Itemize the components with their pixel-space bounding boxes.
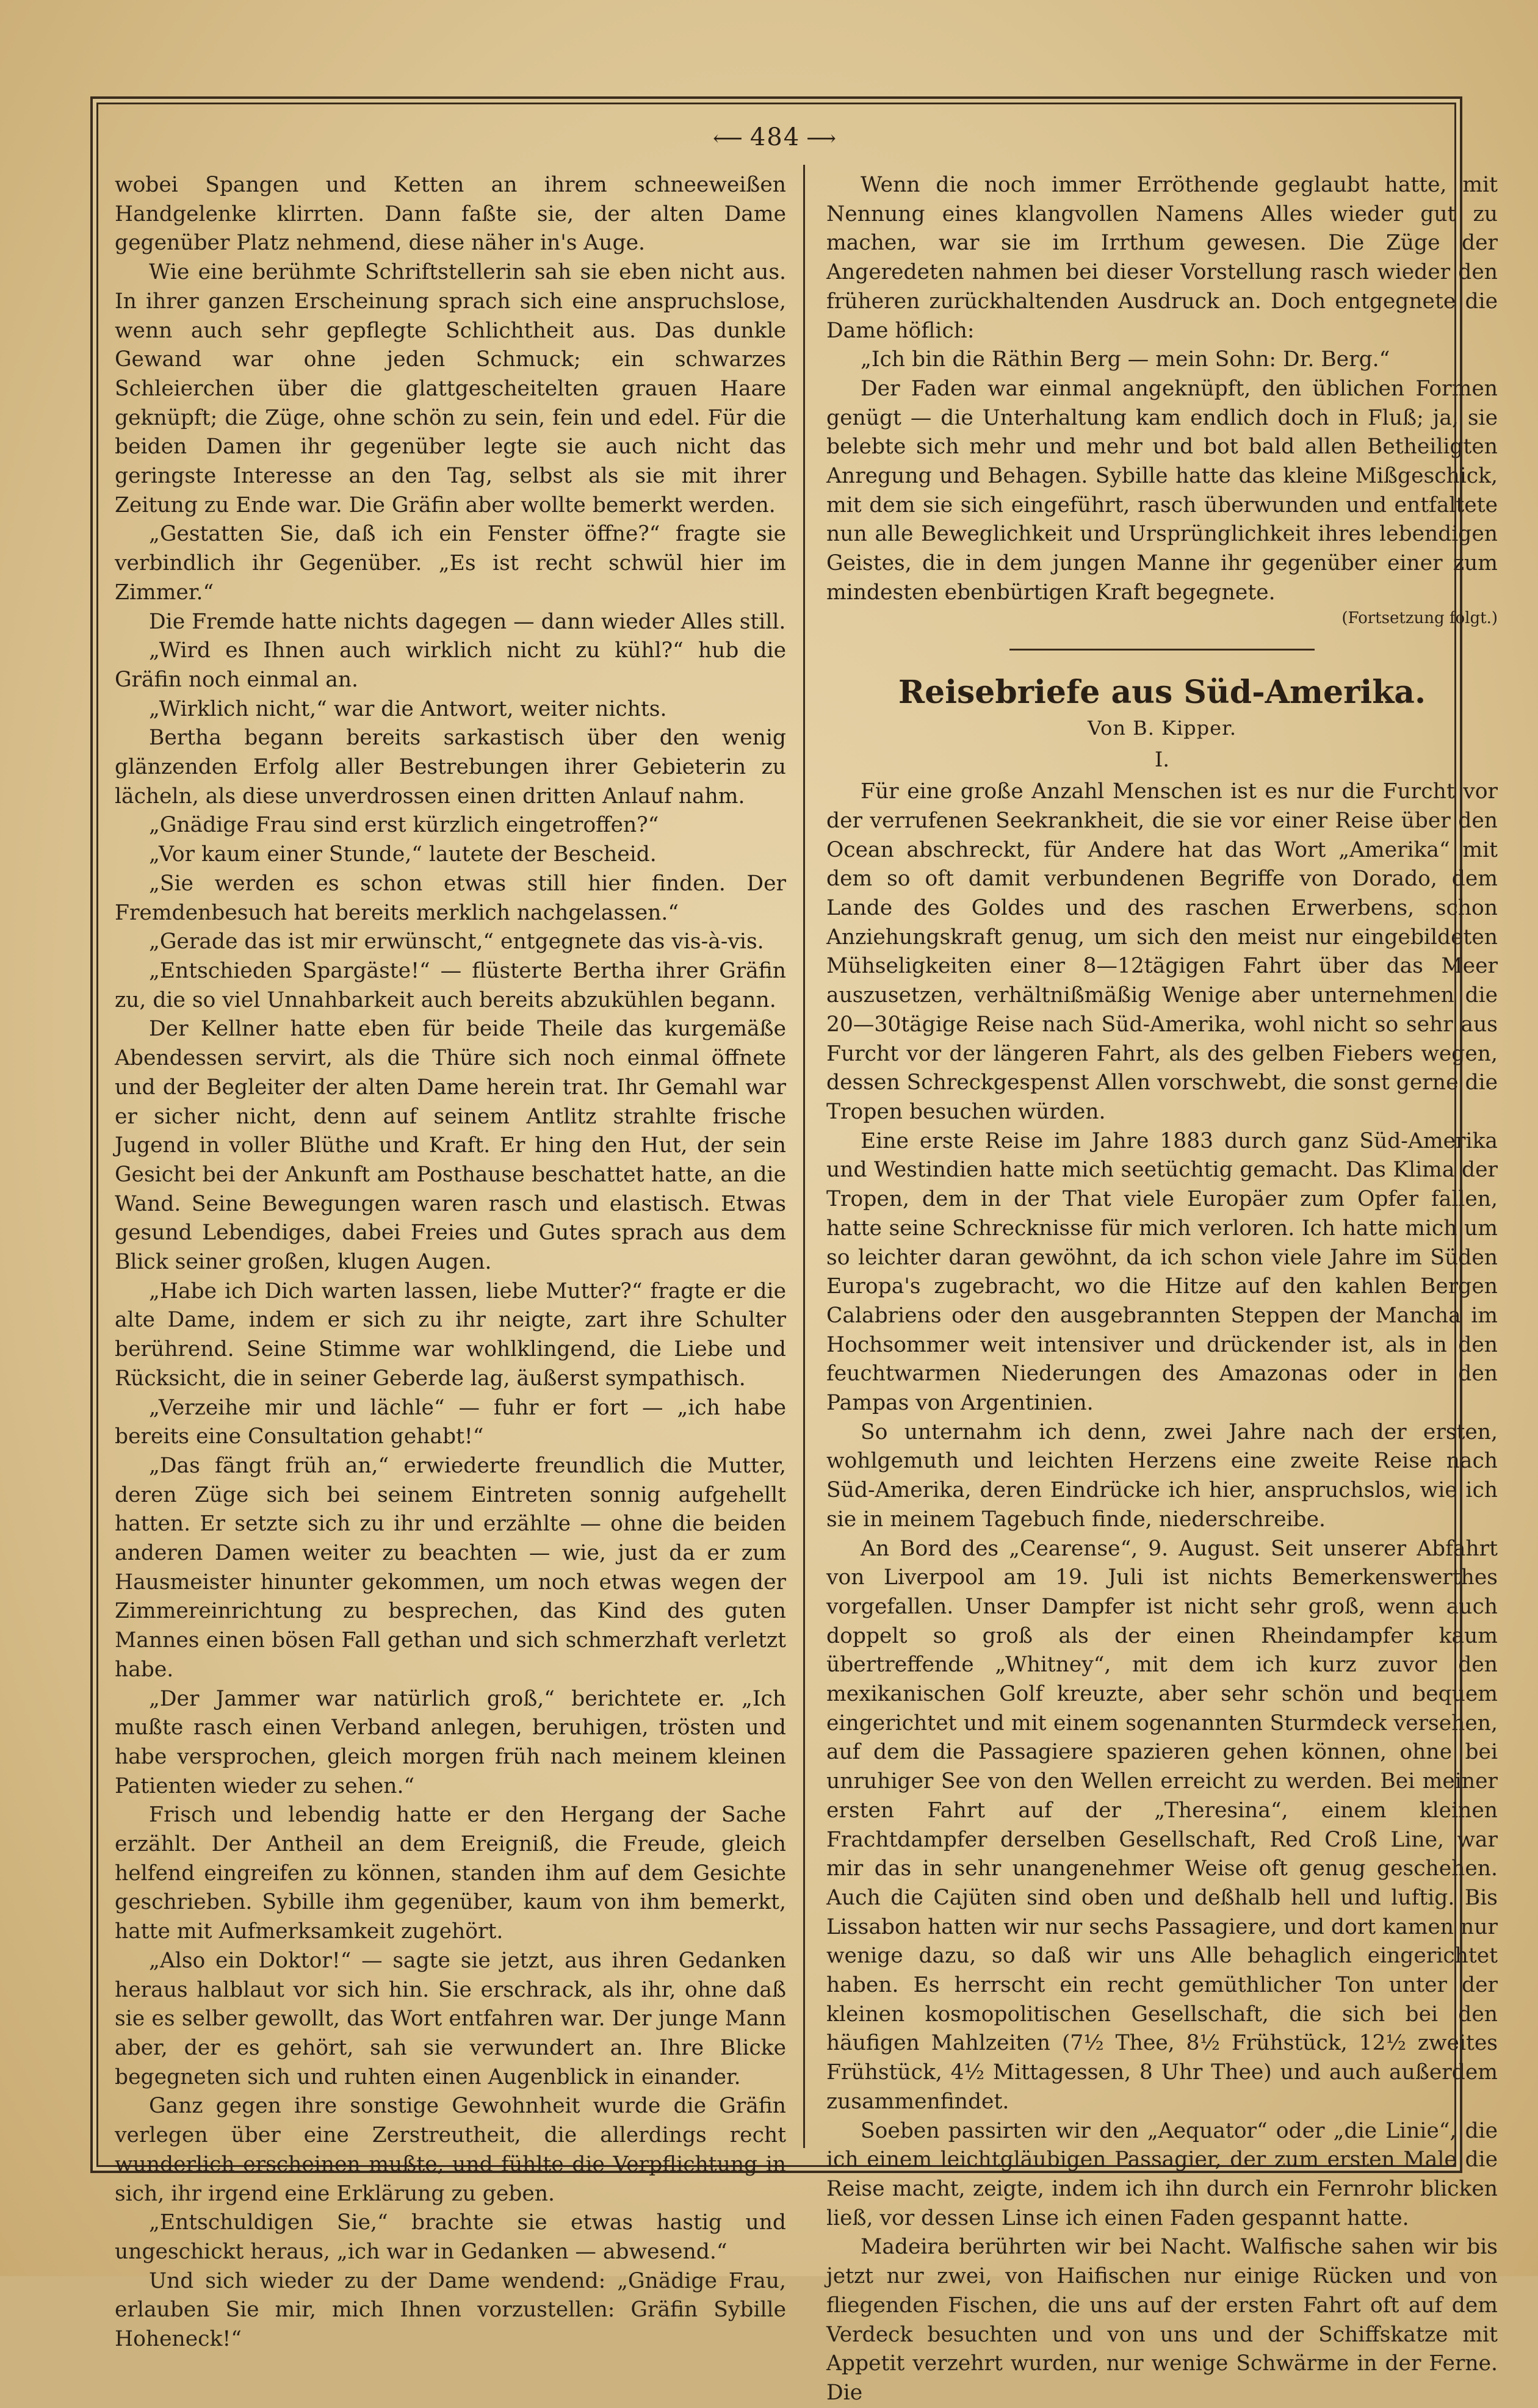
paragraph: „Das fängt früh an,“ erwiederte freundlich die Mutter, deren Züge sich bei seinem Eintreten sonnig aufgehellt hatten. Er setzte sich zu ihr und erzählte — ohne die beiden anderen Damen weiter zu beachten — wie, just da er zum Hausmeister hinunter gekommen, um noch etwas wegen der Zimmereinrichtung zu besprechen, das Kind des guten Mannes einen bösen Fall gethan und sich schmerzhaft verletzt habe.: [115, 1453, 786, 1682]
ornament-left: ⟵: [713, 126, 744, 151]
paragraph: „Ich bin die Räthin Berg — mein Sohn: Dr. Berg.“: [861, 347, 1390, 372]
paragraph: Der Kellner hatte eben für beide Theile das kurgemäße Abendessen servirt, als die Thüre sich noch einmal öffnete und der Begleiter der alten Dame herein trat. Ihr Gemahl war er sicher nicht, denn auf seinem Antlitz strahlte frische Jugend in voller Blüthe und Kraft. Er hing den Hut, der sein Gesicht bei der Ankunft am Posthause beschattet hatte, an die Wand. Seine Bewegungen waren rasch und elastisch. Etwas gesund Lebendiges, dabei Freies und Gutes sprach aus dem Blick seiner großen, klugen Augen.: [115, 1017, 786, 1275]
paragraph: Frisch und lebendig hatte er den Hergang der Sache erzählt. Der Antheil an dem Ereigniß, die Freude, gleich helfend eingreifen zu können, standen ihm auf dem Gesichte geschrieben. Sybille ihm gegenüber, kaum von ihm bemerkt, hatte mit Aufmerksamkeit zugehört.: [115, 1803, 786, 1944]
article-body: [826, 777, 1498, 2407]
paragraph: „Also ein Doktor!“ — sagte sie jetzt, aus ihren Gedanken heraus halblaut vor sich hin. Sie erschrack, als ihr, ohne daß sie es selber gewollt, das Wort entfahren war. Der junge Mann aber, der es gehört, sah sie verwundert an. Ihre Blicke begegneten sich und ruhten einen Augenblick in einander.: [115, 1948, 786, 2089]
paragraph: Bertha begann bereits sarkastisch über den wenig glänzenden Erfolg aller Bestrebungen ihrer Gebieterin zu lächeln, als diese unverdrossen einen dritten Anlauf nahm.: [115, 726, 786, 809]
left-column: [115, 171, 786, 2352]
paragraph: Soeben passirten wir den „Aequator“ oder „die Linie“, die ich einem leichtgläubigen Passagier, der zum ersten Male die Reise macht, zeigte, indem ich ihn durch ein Fernrohr blicken ließ, vor dessen Linse ich einen Faden gespannt hatte.: [826, 2118, 1498, 2230]
column-divider: [803, 165, 805, 2148]
paragraph: An Bord des „Cearense“, 9. August. Seit unserer Abfahrt von Liverpool am 19. Juli ist nichts Bemerkenswerthes vorgefallen. Unser Dampfer ist nicht sehr groß, wenn auch doppelt so groß als der einen Rheindampfer kaum übertreffende „Whitney“, mit dem ich kurz zuvor den mexikanischen Golf kreuzte, aber sehr schön und bequem eingerichtet und mit einem sogenannten Sturmdeck versehen, auf dem die Passagiere spazieren gehen können, ohne bei unruhiger See von den Wellen erreicht zu werden. Bei meiner ersten Fahrt auf der „Theresina“, einem kleinen Frachtdampfer derselben Gesellschaft, Red Croß Line, war mir das in sehr unangenehmer Weise oft genug geschehen. Auch die Cajüten sind oben und deßhalb hell und luftig. Bis Lissabon hatten wir nur sechs Passagiere, und dort kamen nur wenige dazu, so daß wir uns Alle behaglich eingerichtet haben. Es herrscht ein recht gemüthlicher Ton unter der kleinen kosmopolitischen Gesellschaft, die sich bei den häufigen Mahlzeiten (7½ Thee, 8½ Frühstück, 12½ zweites Frühstück, 4½ Mittagessen, 8 Uhr Thee) und auch außerdem zusammenfindet.: [826, 1536, 1498, 2114]
continuation-note: (Fortsetzung folgt.): [1341, 608, 1498, 627]
article-author: Von B. Kipper.: [1087, 716, 1237, 740]
article-section-number: I.: [1154, 748, 1170, 773]
paragraph: „Sie werden es schon etwas still hier finden. Der Fremdenbesuch hat bereits merklich nachgelassen.“: [115, 871, 786, 925]
paragraph: „Gerade das ist mir erwünscht,“ entgegnete das vis-à-vis.: [149, 929, 764, 954]
paragraph: „Vor kaum einer Stunde,“ lautete der Bescheid.: [149, 842, 657, 867]
paragraph: „Gnädige Frau sind erst kürzlich eingetroffen?“: [149, 813, 659, 838]
paragraph: Und sich wieder zu der Dame wendend: „Gnädige Frau, erlauben Sie mir, mich Ihnen vorzustellen: Gräfin Sybille Hoheneck!“: [115, 2268, 786, 2352]
paragraph: „Entschuldigen Sie,“ brachte sie etwas hastig und ungeschickt heraus, „ich war in Gedanken — abwesend.“: [115, 2210, 786, 2264]
paragraph: „Der Jammer war natürlich groß,“ berichtete er. „Ich mußte rasch einen Verband anlegen, beruhigen, trösten und habe versprochen, gleich morgen früh nach meinem kleinen Patienten wieder zu sehen.“: [115, 1686, 786, 1798]
story-continuation: [826, 171, 1498, 608]
paragraph: Wie eine berühmte Schriftstellerin sah sie eben nicht aus. In ihrer ganzen Erscheinung sprach sich eine anspruchslose, wenn auch sehr gepflegte Schlichtheit aus. Das dunkle Gewand war ohne jeden Schmuck; ein schwarzes Schleierchen über die glattgescheitelten grauen Haare geknüpft; die Züge, ohne schön zu sein, fein und edel. Für die beiden Damen ihr gegenüber legte sie auch nicht das geringste Interesse an den Tag, selbst als sie mit ihrer Zeitung zu Ende war. Die Gräfin aber wollte bemerkt werden.: [115, 260, 786, 517]
paragraph: „Wird es Ihnen auch wirklich nicht zu kühl?“ hub die Gräfin noch einmal an.: [115, 638, 786, 692]
right-column: [826, 171, 1498, 2405]
paragraph: Eine erste Reise im Jahre 1883 durch ganz Süd-Amerika und Westindien hatte mich seetüchtig gemacht. Das Klima der Tropen, dem in der That viele Europäer zum Opfer fallen, hatte seine Schrecknisse für mich verloren. Ich hatte mich um so leichter daran gewöhnt, da ich schon viele Jahre im Süden Europa's zugebracht, wo die Hitze auf den kahlen Bergen Calabriens oder den ausgebrannten Steppen der Mancha im Hochsommer weit intensiver und drückender ist, als in den feuchtwarmen Niederungen des Amazonas oder in den Pampas von Argentinien.: [826, 1128, 1498, 1416]
paragraph: „Entschieden Spargäste!“ — flüsterte Bertha ihrer Gräfin zu, die so viel Unnahbarkeit auch bereits abzukühlen begann.: [115, 958, 786, 1012]
paragraph: Ganz gegen ihre sonstige Gewohnheit wurde die Gräfin verlegen über eine Zerstreutheit, die allerdings recht wunderlich erscheinen mußte, und fühlte die Verpflichtung in sich, ihr irgend eine Erklärung zu geben.: [115, 2094, 786, 2206]
section-separator: [1009, 633, 1315, 651]
paragraph: So unternahm ich denn, zwei Jahre nach der ersten, wohlgemuth und leichten Herzens eine zweite Reise nach Süd-Amerika, deren Eindrücke ich hier, anspruchslos, wie ich sie in meinem Tagebuch finde, niederschreibe.: [826, 1419, 1498, 1532]
paragraph: „Gestatten Sie, daß ich ein Fenster öffne?“ fragte sie verbindlich ihr Gegenüber. „Es ist recht schwül hier im Zimmer.“: [115, 522, 786, 605]
page-number: 484: [749, 123, 801, 151]
paragraph: Madeira berührten wir bei Nacht. Walfische sahen wir bis jetzt nur zwei, von Haifischen nur einige Rücken und von fliegenden Fischen, die uns auf der ersten Fahrt oft auf dem Verdeck besuchten und von uns und der Schiffskatze mit Appetit verzehrt wurden, nur wenige Schwärme in der Ferne. Die: [826, 2235, 1498, 2405]
paragraph: „Wirklich nicht,“ war die Antwort, weiter nichts.: [149, 696, 667, 721]
paragraph: wobei Spangen und Ketten an ihrem schneeweißen Handgelenke klirrten. Dann faßte sie, der alten Dame gegenüber Platz nehmend, diese näher in's Auge.: [115, 173, 786, 256]
paragraph: Wenn die noch immer Erröthende geglaubt hatte, mit Nennung eines klangvollen Namens Alles wieder gut zu machen, war sie im Irrthum gewesen. Die Züge der Angeredeten nahmen bei dieser Vorstellung rasch wieder den früheren zurückhaltenden Ausdruck an. Doch entgegnete die Dame höflich:: [826, 173, 1498, 343]
paragraph: „Habe ich Dich warten lassen, liebe Mutter?“ fragte er die alte Dame, indem er sich zu ihr neigte, zart ihre Schulter berührend. Seine Stimme war wohlklingend, die Liebe und Rücksicht, die in seiner Geberde lag, äußerst sympathisch.: [115, 1278, 786, 1391]
paragraph: Für eine große Anzahl Menschen ist es nur die Furcht vor der verrufenen Seekrankheit, die sie vor einer Reise über den Ocean abschreckt, für Andere hat das Wort „Amerika“ mit dem so oft damit verbundenen Begriffe von Dorado, dem Lande des Goldes und des raschen Erwerbens, schon Anziehungskraft genug, um sich den meist nur eingebildeten Mühseligkeiten einer 8—12tägigen Fahrt über das Meer auszusetzen, verhältnißmäßig Wenige aber unternehmen die 20—30tägige Reise nach Süd-Amerika, wohl nicht so sehr aus Furcht vor der längeren Fahrt, als des gelben Fiebers wegen, dessen Schreckgespenst Allen vorschwebt, die sonst gerne die Tropen besuchen würden.: [826, 779, 1498, 1124]
article-title: Reisebriefe aus Süd-Amerika.: [898, 674, 1426, 712]
page-header: [684, 123, 867, 151]
paragraph: „Verzeihe mir und lächle“ — fuhr er fort — „ich habe bereits eine Consultation gehabt!“: [115, 1395, 786, 1449]
paragraph: Die Fremde hatte nichts dagegen — dann wieder Alles still.: [149, 609, 786, 634]
ornament-right: ⟶: [806, 126, 837, 151]
paragraph: Der Faden war einmal angeknüpft, den üblichen Formen genügt — die Unterhaltung kam endlich doch in Fluß; ja, sie belebte sich mehr und mehr und bot bald allen Betheiligten Anregung und Behagen. Sybille hatte das kleine Mißgeschick, mit dem sie sich eingeführt, rasch überwunden und entfaltete nun alle Beweglichkeit und Ursprünglichkeit ihres lebendigen Geistes, die in dem jungen Manne ihr gegenüber einer zum mindesten ebenbürtigen Kraft begegnete.: [826, 376, 1498, 605]
